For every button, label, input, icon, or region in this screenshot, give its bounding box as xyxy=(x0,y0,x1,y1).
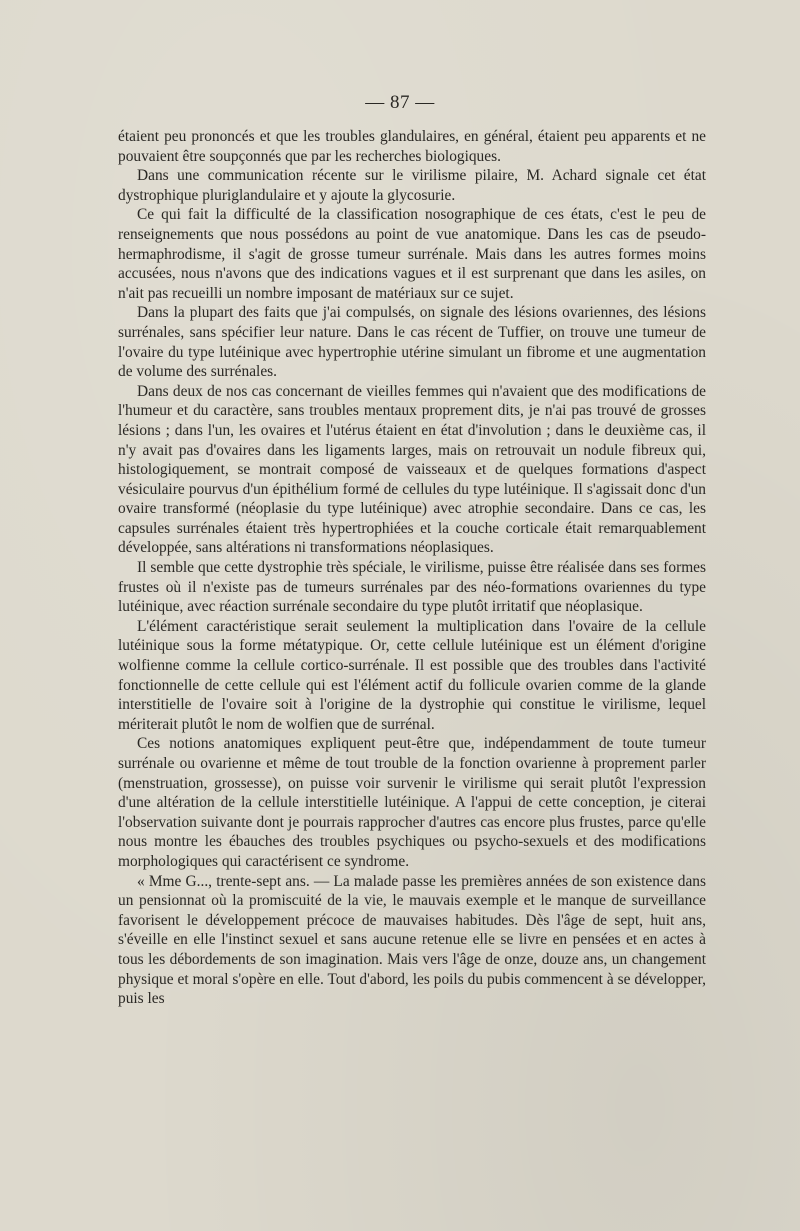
paragraph-8: Ces notions anatomiques expliquent peut-être que, indépendamment de toute tumeur surrénale ou ovarienne et même de tout trouble de la fonction ovarienne à proprement parler (menstruation, grossesse), on puisse voir survenir le virilisme qui serait plutôt l'expression d'une altération de la cellule interstitielle lutéinique. A l'appui de cette conception, je citerai l'observation suivante dont je pourrais rapprocher d'autres cas encore plus frustes, parce qu'elle nous montre les ébauches des troubles psychiques ou psycho-sexuels et des modifications morphologiques qui caractérisent ce syndrome. xyxy=(118,735,706,870)
paragraph-3: Ce qui fait la difficulté de la classification nosographique de ces états, c'est le peu de renseignements que nous possédons au point de vue anatomique. Dans les cas de pseudo-hermaphrodisme, il s'agit de grosse tumeur surrénale. Mais dans les autres formes moins accusées, nous n'avons que des indications vagues et il est surprenant que dans les asiles, on n'ait pas recueilli un nombre imposant de matériaux sur ce sujet. xyxy=(118,206,706,302)
body-text xyxy=(118,127,706,1009)
page-number: — 87 — xyxy=(365,92,435,113)
paragraph-5: Dans deux de nos cas concernant de vieilles femmes qui n'avaient que des modifications de l'humeur et du caractère, sans troubles mentaux proprement dits, je n'ai pas trouvé de grosses lésions ; dans l'un, les ovaires et l'utérus étaient en état d'involution ; dans le deuxième cas, il n'y avait pas d'ovaires dans les ligaments larges, mais on retrouvait un nodule fibreux qui, histologiquement, se montrait composé de vaisseaux et de quelques formations d'aspect vésiculaire pourvus d'un épithélium formé de cellules du type lutéinique. Il s'agissait donc d'un ovaire transformé (néoplasie du type lutéinique) avec atrophie secondaire. Dans ce cas, les capsules surrénales étaient très hypertrophiées et la couche corticale était remarquablement développée, sans altérations ni transformations néoplasiques. xyxy=(118,382,706,557)
paragraph-6: Il semble que cette dystrophie très spéciale, le virilisme, puisse être réalisée dans ses formes frustes où il n'existe pas de tumeurs surrénales par des néo-formations ovariennes du type lutéinique, avec réaction surrénale secondaire du type plutôt irritatif que néoplasique. xyxy=(118,559,706,616)
paragraph-7: L'élément caractéristique serait seulement la multiplication dans l'ovaire de la cellule lutéinique sous la forme métatypique. Or, cette cellule lutéinique est un élément d'origine wolfienne comme la cellule cortico-surrénale. Il est possible que des troubles dans l'activité fonctionnelle de cette cellule qui est l'élément actif du follicule ovarien comme de la glande interstitielle de l'ovaire soit à l'origine de la dystrophie qui constitue le virilisme, lequel mériterait plutôt le nom de wolfien que de surrénal. xyxy=(118,617,706,733)
paragraph-2: Dans une communication récente sur le virilisme pilaire, M. Achard signale cet état dystrophique pluriglandulaire et y ajoute la glycosurie. xyxy=(118,167,706,204)
paragraph-9: « Mme G..., trente-sept ans. — La malade passe les premières années de son existence dans un pensionnat où la promiscuité de la vie, le mauvais exemple et le manque de surveillance favorisent le développement précoce de mauvaises habitudes. Dès l'âge de sept, huit ans, s'éveille en elle l'instinct sexuel et sans aucune retenue elle se livre en pensées et en actes à tous les débordements de son imagination. Mais vers l'âge de onze, douze ans, un changement physique et moral s'opère en elle. Tout d'abord, les poils du pubis commencent à se développer, puis les xyxy=(118,872,706,1008)
paragraph-4: Dans la plupart des faits que j'ai compulsés, on signale des lésions ovariennes, des lésions surrénales, sans spécifier leur nature. Dans le cas récent de Tuffier, on trouve une tumeur de l'ovaire du type lutéinique avec hypertrophie utérine simulant un fibrome et une augmentation de volume des surrénales. xyxy=(118,304,706,381)
paragraph-1: étaient peu prononcés et que les troubles glandulaires, en général, étaient peu apparents et ne pouvaient être soupçonnés que par les recherches biologiques. xyxy=(118,128,706,165)
